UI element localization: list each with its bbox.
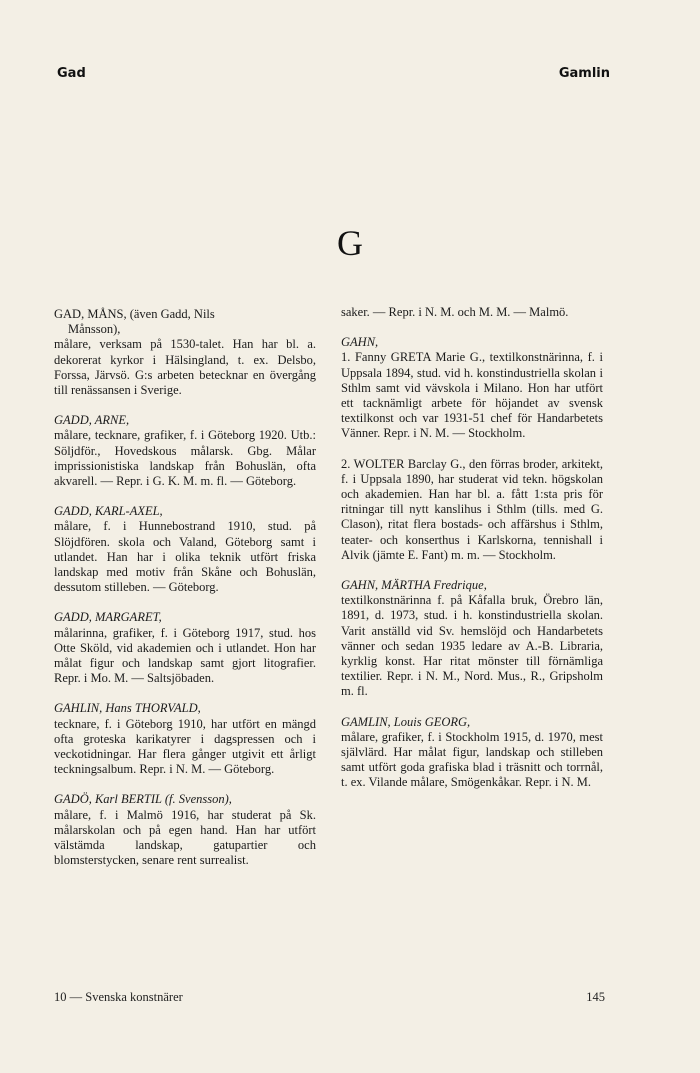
entry-gamlin-georg [341, 715, 603, 791]
entry-name: GAMLIN, Louis GEORG, [341, 714, 471, 729]
entry-name: GADD, ARNE, [54, 413, 130, 428]
entry-text: målare, f. i Malmö 1916, har studerat på Sk. målarskolan och på egen hand. Han har utfört välstämda landskap, gatupartier och blomsterstycken, senare rent surrealist. [54, 807, 316, 868]
entry-name: GADD, MARGARET, [54, 610, 162, 625]
entry-name-cont: Månsson), [68, 322, 121, 337]
entry-gadd-arne [54, 413, 316, 489]
entry-name: GAHN, MÄRTHA Fredrique, [341, 578, 487, 593]
entry-name: GAHLIN, Hans THORVALD, [54, 701, 201, 716]
entry-text: 1. Fanny GRETA Marie G., textilkonstnärinna, f. i Uppsala 1894, stud. vid h. konstindustriella skolan i Sthlm samt vid vävskola i Milano. Hon har utfört ett tacknämligt arbete för höjandet av svensk textilkonst och var 1931-51 chef för Handarbetets Vänner. Repr. i N. M. — Stockholm. [341, 350, 603, 441]
entry-text: målare, tecknare, grafiker, f. i Göteborg 1920. Utb.: Söljdför., Hovedskous målarsk. Gbg. Målar imprissionistiska landskap från Bohuslän, ofta akvarell. — Repr. i G. K. M. m. fl. — Göteborg. [54, 428, 316, 489]
entry-name: GAD, MÅNS, (även Gadd, Nils [54, 307, 215, 321]
entry-text: målare, verksam på 1530-talet. Han har bl. a. dekorerat kyrkor i Hälsingland, t. ex. Delsbo, Forssa, Järvsö. G:s arbeten betecknar en övergång till renässansen i Sverige. [54, 337, 316, 398]
entry-gadd-karl-axel [54, 504, 316, 595]
entry-gad-mans [54, 307, 316, 398]
entry-text: målare, grafiker, f. i Stockholm 1915, d. 1970, mest självlärd. Har målat figur, landskap och stilleben samt utfört goda grafiska blad i träsnitt och torrnål, t. ex. Vilande målare, Smögenkåkar. Repr. i N. M. [341, 729, 603, 790]
entry-gado-bertil [54, 792, 316, 868]
entry-name: GADÖ, Karl BERTIL (f. Svensson), [54, 792, 232, 807]
entry-text: målarinna, grafiker, f. i Göteborg 1917, stud. hos Otte Sköld, vid akademien och i utlandet. Hon har målat figur och landskap samt gjort litografier. Repr. i Mo. M. — Saltsjöbaden. [54, 625, 316, 686]
entry-text: målare, f. i Hunnebostrand 1910, stud. på Slöjdfören. skola och Valand, Göteborg samt i utlandet. Han har i olika teknik utfört friska landskap med motiv från Skåne och Bohuslän, dessutom stilleben. — Göteborg. [54, 519, 316, 595]
entry-gado-continued [341, 305, 603, 320]
entry-name: GAHN, [341, 335, 379, 350]
entry-gahlin-thorvald [54, 701, 316, 777]
entry-text: saker. — Repr. i N. M. och M. M. — Malmö. [341, 305, 569, 319]
entry-gahn-martha [341, 578, 603, 700]
page-number: 145 [586, 990, 605, 1004]
running-head-left: Gad [57, 66, 86, 81]
entry-heading [54, 307, 316, 337]
entry-name: GADD, KARL-AXEL, [54, 504, 163, 519]
right-column [341, 305, 603, 806]
running-head-right: Gamlin [558, 66, 610, 81]
section-letter: G [337, 223, 363, 263]
entry-text: textilkonstnärinna f. på Kåfalla bruk, Örebro län, 1891, d. 1973, stud. i h. konstindustriella skolan. Varit anställd vid Sv. hemslöjd och Handarbetets vänner och sedan 1935 ledare av A.-B. Libraria, kyrklig konst. Har ritat mönster till förnämliga textilier. Repr. i N. M., Nord. Mus., R., Gripsholm m. fl. [341, 593, 603, 699]
entry-gadd-margaret [54, 610, 316, 686]
entry-text: 2. WOLTER Barclay G., den förras broder, arkitekt, f. i Uppsala 1890, har studerat vid tekn. högskolan och akademien. Han har bl. a. fått 1:sta pris för ritningar till nytt kanslihus i Sthlm (tills. med G. Clason), ritat flera bostads- och affärshus i Sthlm, teater- och konserthus i Karlskorna, tennishall i Alvik (jämte E. Fant) m. m. — Stockholm. [341, 456, 603, 562]
entry-gahn-greta [341, 335, 603, 441]
entry-gahn-wolter [341, 457, 603, 563]
footer-signature: 10 — Svenska konstnärer [54, 990, 183, 1004]
entry-text: tecknare, f. i Göteborg 1910, har utfört en mängd ofta groteska karikatyrer i dagspressen och i veckotidningar. Har flera gånger utgivit ett årligt teckningsalbum. Repr. i N. M. — Göteborg. [54, 716, 316, 777]
left-column [54, 307, 316, 884]
